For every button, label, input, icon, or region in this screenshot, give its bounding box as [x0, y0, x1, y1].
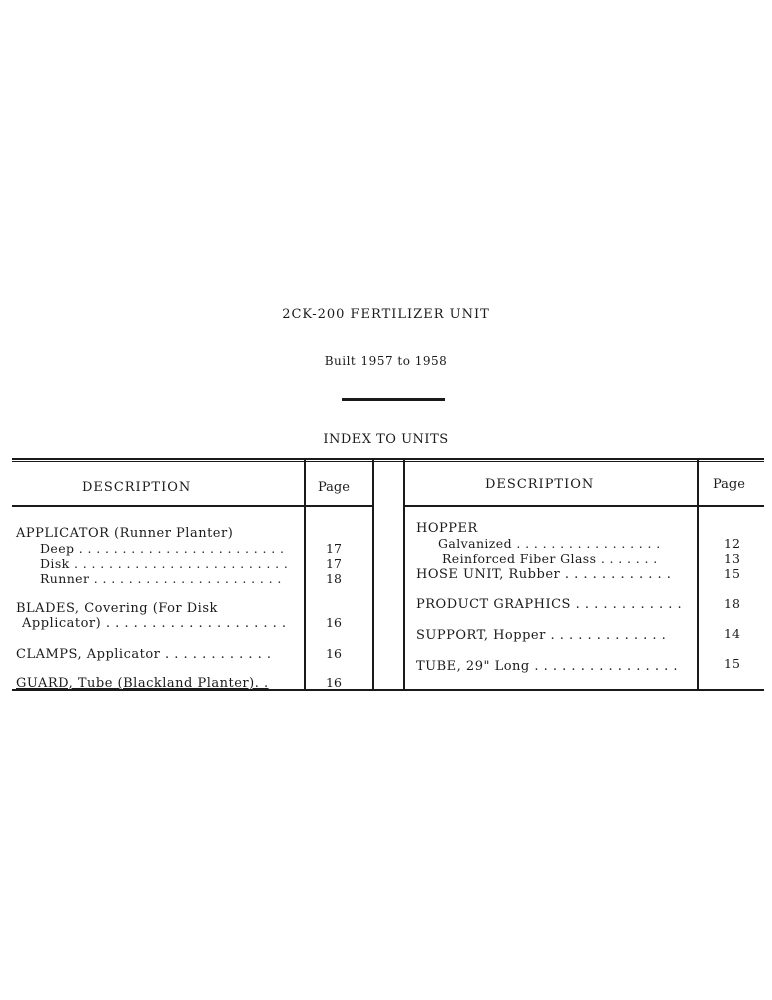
index-entry-page: 16 [326, 646, 342, 661]
right-page-header: Page [713, 477, 745, 492]
index-entry-label: TUBE, 29" Long . . . . . . . . . . . . . . . . [416, 659, 678, 674]
index-entry-page: 15 [724, 656, 740, 671]
index-entry-label: APPLICATOR (Runner Planter) [16, 526, 234, 541]
index-entry-label: Disk . . . . . . . . . . . . . . . . . . . . . . . . . [40, 556, 289, 571]
left-description-header: DESCRIPTION [82, 480, 192, 495]
index-entry-label: BLADES, Covering (For Disk [16, 601, 218, 616]
column-divider [697, 460, 699, 690]
index-entry-page: 15 [724, 566, 740, 581]
index-entry-label: CLAMPS, Applicator . . . . . . . . . . . . [16, 647, 272, 662]
index-entry-page: 12 [724, 536, 740, 551]
index-entry-page: 16 [326, 675, 342, 690]
document-subtitle: Built 1957 to 1958 [324, 354, 448, 368]
index-entry-label: Reinforced Fiber Glass . . . . . . . [442, 551, 658, 566]
title-rule [342, 398, 445, 401]
index-entry-page: 18 [724, 596, 740, 611]
column-divider [304, 460, 306, 690]
right-description-header: DESCRIPTION [485, 477, 595, 492]
table-top-rule [12, 458, 764, 460]
index-entry-label: HOSE UNIT, Rubber . . . . . . . . . . . . [416, 567, 672, 582]
index-entry-label: GUARD, Tube (Blackland Planter). . [16, 676, 269, 691]
column-divider [403, 460, 405, 690]
index-entry-page: 16 [326, 615, 342, 630]
index-entry-label: Runner . . . . . . . . . . . . . . . . . . . . . . [40, 571, 282, 586]
index-entry-label: Deep . . . . . . . . . . . . . . . . . . . . . . . . [40, 541, 285, 556]
header-bottom-rule-left [12, 505, 372, 507]
index-entry-page: 17 [326, 556, 342, 571]
index-heading: INDEX TO UNITS [323, 432, 449, 447]
left-page-header: Page [318, 480, 350, 495]
index-entry-page: 17 [326, 541, 342, 556]
index-entry-label: HOPPER [416, 521, 478, 536]
table-top-rule-thin [12, 461, 764, 462]
document-title: 2CK-200 FERTILIZER UNIT [282, 307, 490, 322]
column-divider [372, 460, 374, 690]
index-entry-page: 14 [724, 626, 740, 641]
index-entry-page: 13 [724, 551, 740, 566]
index-entry-label: SUPPORT, Hopper . . . . . . . . . . . . . [416, 628, 667, 643]
index-entry-label: PRODUCT GRAPHICS . . . . . . . . . . . . [416, 597, 683, 612]
index-entry-label: Galvanized . . . . . . . . . . . . . . . . . [438, 536, 661, 551]
index-entry-label: Applicator) . . . . . . . . . . . . . . . . . . . . [22, 616, 287, 631]
index-entry-page: 18 [326, 571, 342, 586]
header-bottom-rule-right [404, 505, 764, 507]
